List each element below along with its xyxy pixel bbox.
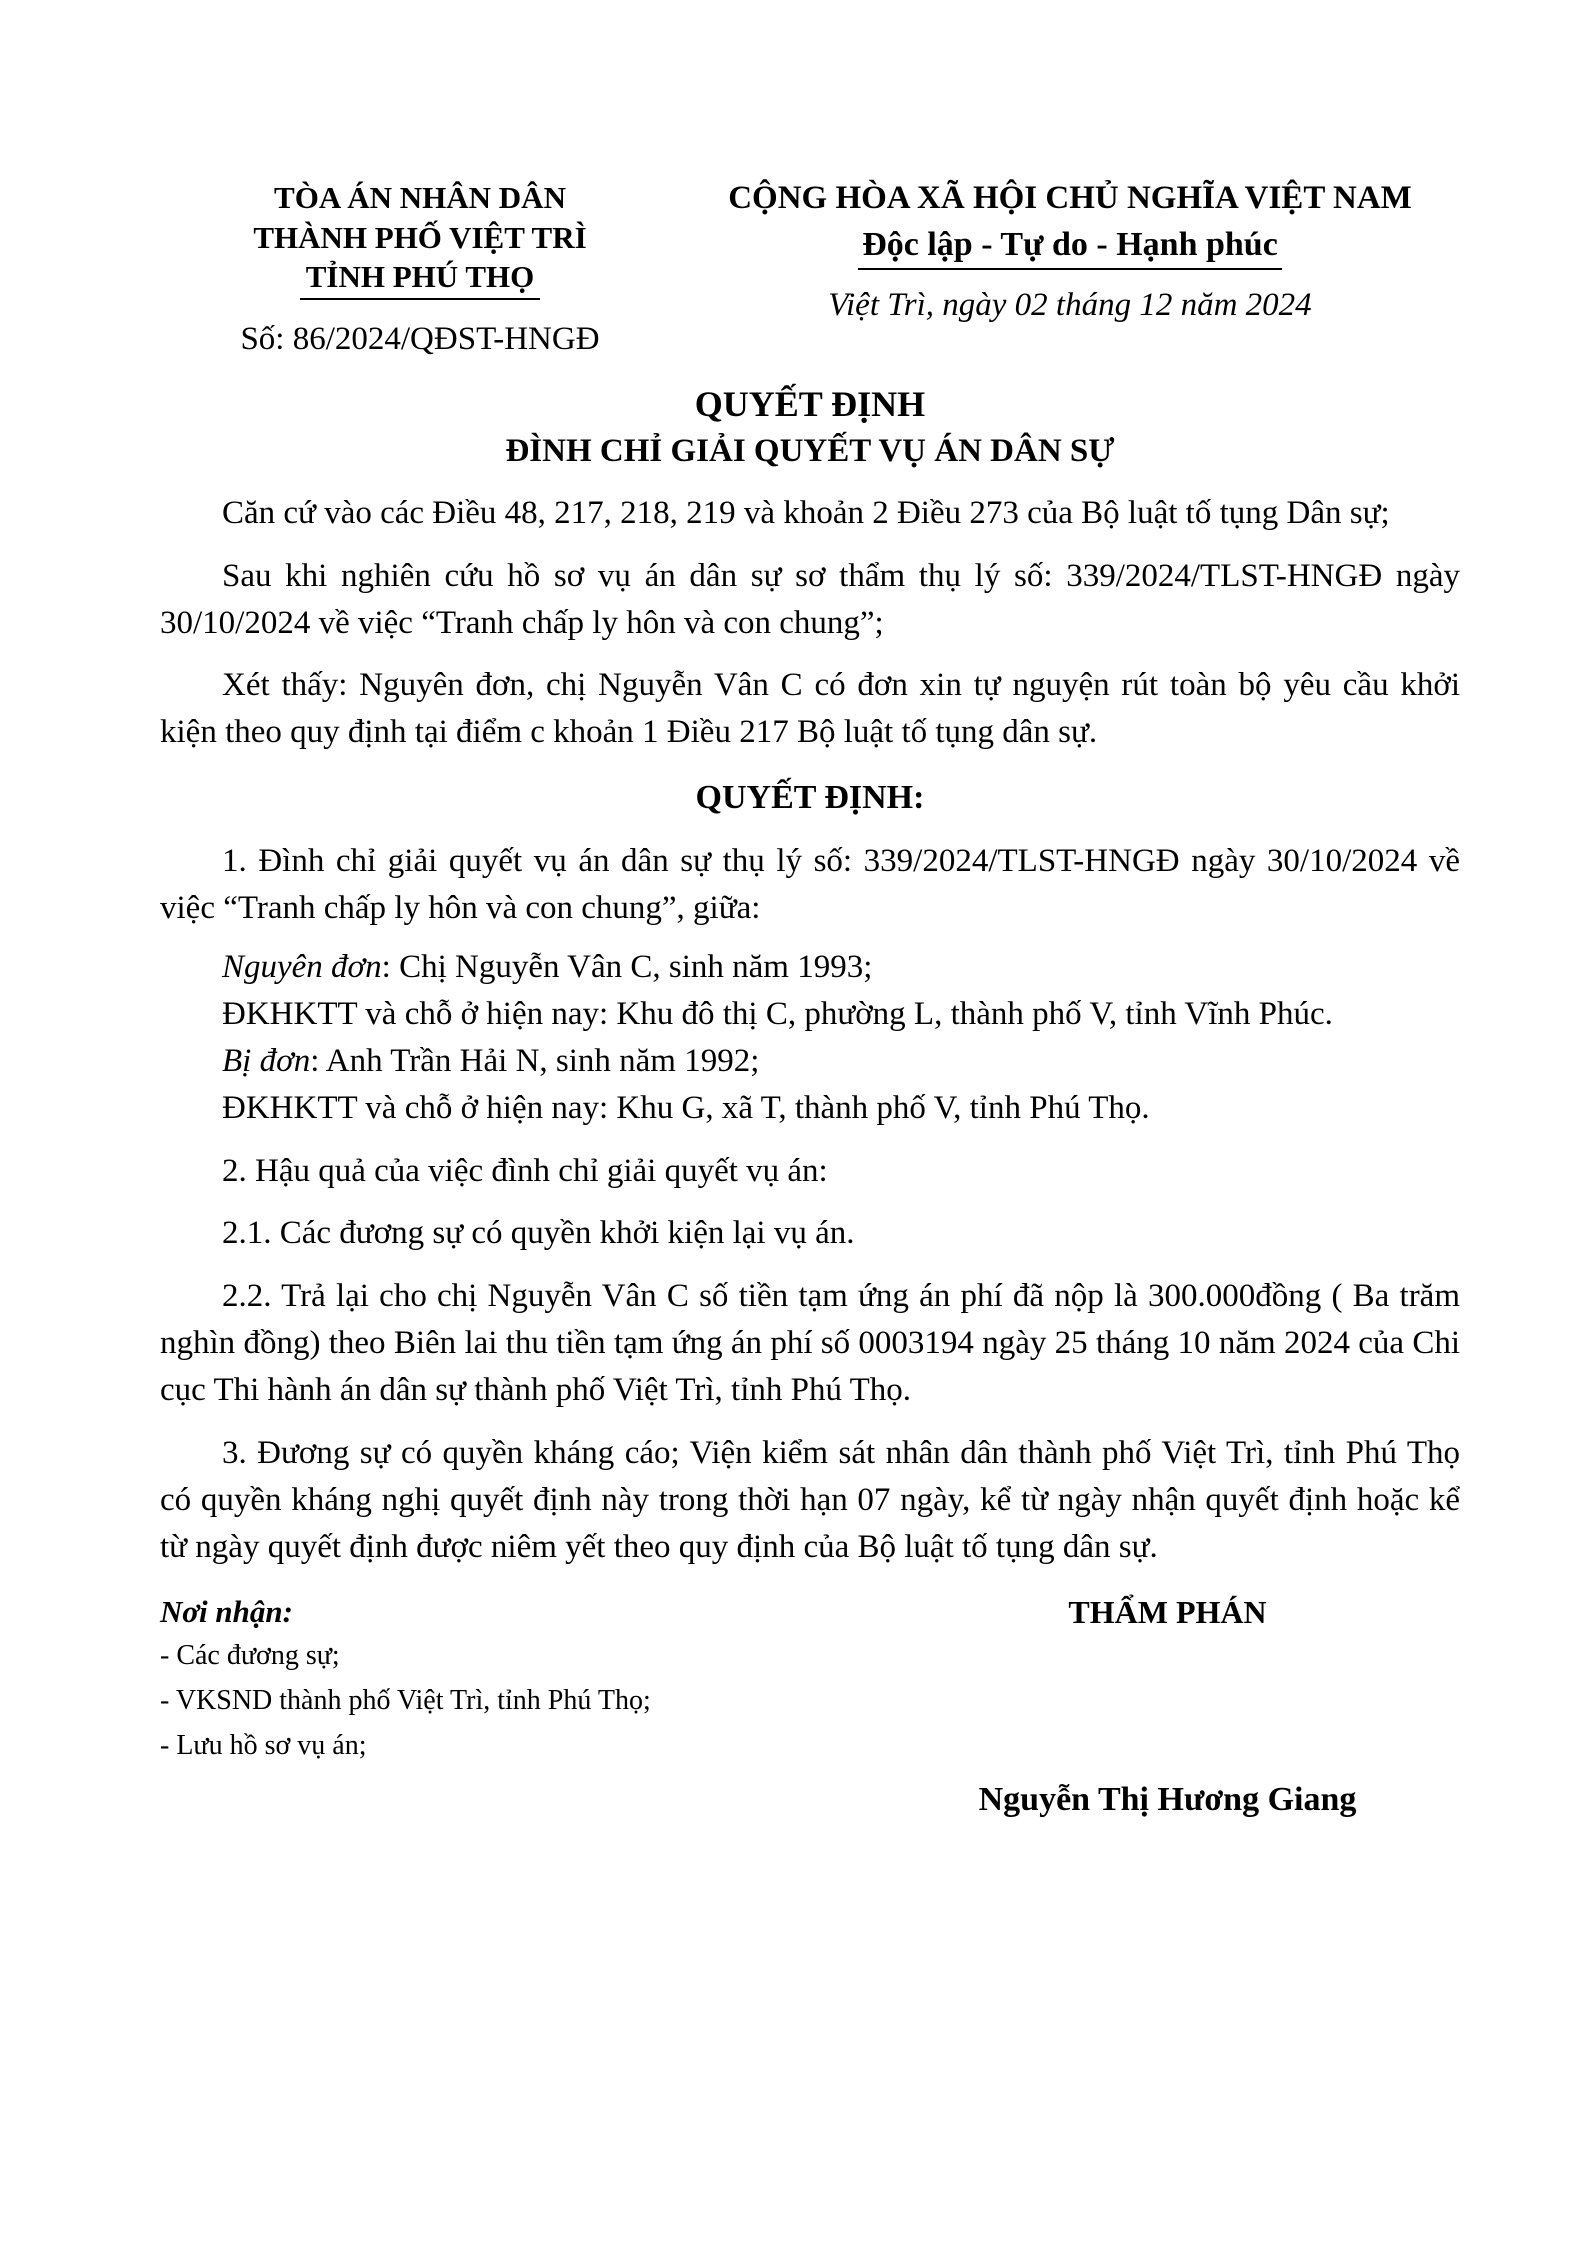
decision-heading: QUYẾT ĐỊNH: <box>695 779 925 817</box>
plaintiff-value: : Chị Nguyễn Vân C, sinh năm 1993; <box>381 949 873 986</box>
country-name: CỘNG HÒA XÃ HỘI CHỦ NGHĨA VIỆT NAM <box>728 180 1412 216</box>
issuing-court-block <box>160 178 680 363</box>
court-province-underlined: TỈNH PHÚ THỌ <box>300 259 541 300</box>
decision-item-2-1: 2.1. Các đương sự có quyền khởi kiện lại vụ án. <box>222 1215 855 1252</box>
signature-block <box>875 1590 1460 1824</box>
national-motto <box>680 221 1460 269</box>
document-footer <box>160 1590 1460 1824</box>
title-block <box>160 381 1460 474</box>
document-header <box>160 178 1460 363</box>
decision-item-1: 1. Đình chỉ giải quyết vụ án dân sự thụ lý số: 339/2024/TLST-HNGĐ ngày 30/10/2024 về việc “Tranh chấp ly hôn và con chung”, giữa: <box>160 843 1460 927</box>
recipient-item-3: - Lưu hồ sơ vụ án; <box>160 1730 367 1762</box>
defendant-line <box>160 1038 1460 1085</box>
recipients-block <box>160 1590 875 1824</box>
defendant-value: : Anh Trần Hải N, sinh năm 1992; <box>310 1042 760 1079</box>
decision-item-2-2: 2.2. Trả lại cho chị Nguyễn Vân C số tiền tạm ứng án phí đã nộp là 300.000đồng ( Ba trăm nghìn đồng) theo Biên lai thu tiền tạm ứng án phí số 0003194 ngày 25 tháng 10 năm 2024 của Chi cục Thi hành án dân sự thành phố Việt Trì, tỉnh Phú Thọ. <box>160 1278 1460 1408</box>
recipients-label: Nơi nhận: <box>160 1594 293 1630</box>
document-body <box>160 490 1460 1571</box>
preamble-paragraph-2: Sau khi nghiên cứu hồ sơ vụ án dân sự sơ thẩm thụ lý số: 339/2024/TLST-HNGĐ ngày 30/10/2024 về việc “Tranh chấp ly hôn và con chung”; <box>160 557 1460 641</box>
preamble-paragraph-3: Xét thấy: Nguyên đơn, chị Nguyễn Vân C có đơn xin tự nguyện rút toàn bộ yêu cầu khởi kiện theo quy định tại điểm c khoản 1 Điều 217 Bộ luật tố tụng dân sự. <box>160 667 1460 751</box>
decision-item-3: 3. Đương sự có quyền kháng cáo; Viện kiểm sát nhân dân thành phố Việt Trì, tỉnh Phú Thọ có quyền kháng nghị quyết định này trong thời hạn 07 ngày, kể từ ngày nhận quyết định hoặc kể từ ngày quyết định được niêm yết theo quy định của Bộ luật tố tụng dân sự. <box>160 1434 1460 1565</box>
national-motto-underlined: Độc lập - Tự do - Hạnh phúc <box>858 226 1282 269</box>
national-heading-block <box>680 178 1460 363</box>
plaintiff-address-line: ĐKHKTT và chỗ ở hiện nay: Khu đô thị C, phường L, thành phố V, tỉnh Vĩnh Phúc. <box>222 995 1333 1032</box>
preamble-paragraph-1: Căn cứ vào các Điều 48, 217, 218, 219 và khoản 2 Điều 273 của Bộ luật tố tụng Dân sự; <box>222 494 1390 531</box>
place-date-line: Việt Trì, ngày 02 tháng 12 năm 2024 <box>828 286 1312 323</box>
plaintiff-label: Nguyên đơn <box>222 949 382 986</box>
decision-item-2: 2. Hậu quả của việc đình chỉ giải quyết vụ án: <box>222 1152 828 1189</box>
plaintiff-line <box>160 944 1460 991</box>
defendant-label: Bị đơn <box>222 1042 311 1079</box>
recipient-item-2: - VKSND thành phố Việt Trì, tỉnh Phú Thọ; <box>160 1685 651 1717</box>
recipient-item-1: - Các đương sự; <box>160 1640 340 1672</box>
court-name-line1: TÒA ÁN NHÂN DÂN <box>274 180 566 215</box>
document-title: QUYẾT ĐỊNH <box>694 383 926 424</box>
court-name-line3 <box>160 257 680 300</box>
judge-name: Nguyễn Thị Hương Giang <box>978 1780 1357 1818</box>
document-number: Số: 86/2024/QĐST-HNGĐ <box>240 320 600 357</box>
court-name-line2: THÀNH PHỐ VIỆT TRÌ <box>253 219 587 255</box>
document-subtitle: ĐÌNH CHỈ GIẢI QUYẾT VỤ ÁN DÂN SỰ <box>505 432 1115 469</box>
judge-title: THẨM PHÁN <box>1068 1594 1267 1631</box>
defendant-address-line: ĐKHKTT và chỗ ở hiện nay: Khu G, xã T, thành phố V, tỉnh Phú Thọ. <box>222 1089 1150 1126</box>
